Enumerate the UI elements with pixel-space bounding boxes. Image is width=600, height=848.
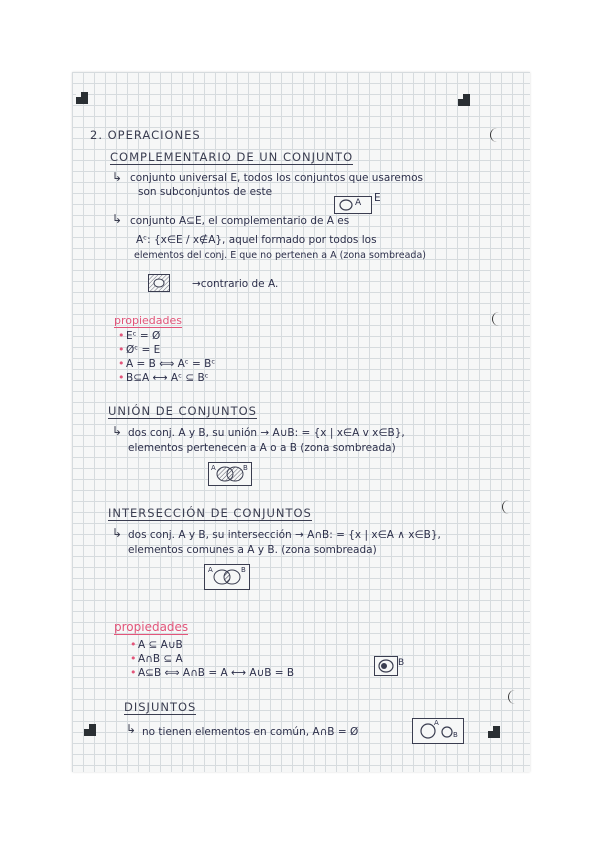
- interseccion-label-a: A: [208, 566, 213, 574]
- subset-diagram-label: B: [398, 658, 405, 668]
- disjuntos-diagram: [412, 718, 464, 744]
- bullet-dot: •: [130, 652, 137, 665]
- universe-diagram: [334, 196, 372, 214]
- propiedades-title-2: propiedades: [114, 620, 189, 634]
- binder-hole-1: [490, 128, 497, 142]
- bullet-dot: •: [118, 329, 125, 342]
- universe-label: E: [374, 192, 381, 204]
- corner-marker-top-left: [76, 92, 88, 104]
- propiedad-1-item: Øᶜ = E: [126, 344, 161, 356]
- disjuntos-line-1: no tienen elementos en común, A∩B = Ø: [142, 726, 359, 738]
- binder-hole-3: [502, 500, 509, 514]
- bullet-dot: •: [130, 666, 137, 679]
- union-line-1: dos conj. A y B, su unión → A∪B: = {x | x∈A v x∈B},: [128, 427, 405, 439]
- interseccion-line-1: dos conj. A y B, su intersección → A∩B: = {x | x∈A ∧ x∈B},: [128, 529, 441, 541]
- bullet-dot: •: [130, 638, 137, 651]
- propiedad-1-item: B⊆A ⟷ Aᶜ ⊆ Bᶜ: [126, 372, 209, 384]
- universe-set-label: A: [355, 198, 362, 208]
- notebook-page: [72, 72, 530, 772]
- bullet-dot: •: [118, 371, 125, 384]
- interseccion-heading: INTERSECCIÓN DE CONJUNTOS: [108, 506, 312, 520]
- complementario-def-line-2: Aᶜ: {x∈E / x∉A}, aquel formado por todos los: [136, 234, 377, 246]
- bullet-dot: •: [118, 357, 125, 370]
- complement-diagram: [148, 274, 170, 292]
- section-title: 2. OPERACIONES: [90, 128, 201, 142]
- arrow-icon: ↳: [112, 170, 123, 184]
- binder-hole-2: [492, 312, 499, 326]
- complementario-contrario: →contrario de A.: [192, 278, 279, 290]
- arrow-icon: ↳: [112, 212, 123, 226]
- union-heading: UNIÓN DE CONJUNTOS: [108, 404, 257, 418]
- complementario-heading: COMPLEMENTARIO DE UN CONJUNTO: [110, 150, 354, 164]
- propiedad-2-item: A∩B ⊆ A: [138, 653, 183, 665]
- disjuntos-label-a: A: [434, 719, 439, 727]
- propiedad-2-item: A⊆B ⟺ A∩B = A ⟷ A∪B = B: [138, 667, 295, 679]
- propiedad-2-item: A ⊆ A∪B: [138, 639, 183, 651]
- arrow-icon: ↳: [126, 722, 137, 736]
- interseccion-line-2: elementos comunes a A y B. (zona sombreada): [128, 544, 377, 556]
- arrow-icon: ↳: [112, 526, 123, 540]
- complementario-def-line-3: elementos del conj. E que no pertenen a A (zona sombreada): [134, 250, 426, 261]
- complementario-def-line-1: conjunto A⊆E, el complementario de A es: [130, 215, 350, 227]
- interseccion-diagram: [204, 564, 250, 590]
- corner-marker-top-right: [458, 94, 470, 106]
- corner-marker-bottom-left: [84, 724, 96, 736]
- propiedad-1-item: Eᶜ = Ø: [126, 330, 161, 342]
- complementario-line-2: son subconjuntos de este: [138, 186, 273, 198]
- corner-marker-bottom-right: [488, 726, 500, 738]
- propiedades-title-1: propiedades: [114, 314, 183, 327]
- union-diagram: [208, 462, 252, 486]
- union-line-2: elementos pertenecen a A o a B (zona sombreada): [128, 442, 396, 454]
- propiedad-1-item: A = B ⟺ Aᶜ = Bᶜ: [126, 358, 216, 370]
- binder-hole-4: [508, 690, 515, 704]
- union-label-b: B: [243, 464, 248, 472]
- interseccion-label-b: B: [241, 566, 246, 574]
- union-label-a: A: [211, 464, 216, 472]
- complementario-line-1: conjunto universal E, todos los conjuntos que usaremos: [130, 172, 424, 184]
- disjuntos-label-b: B: [453, 731, 458, 739]
- bullet-dot: •: [118, 343, 125, 356]
- disjuntos-heading: DISJUNTOS: [124, 700, 197, 714]
- subset-diagram: [374, 656, 398, 676]
- arrow-icon: ↳: [112, 424, 123, 438]
